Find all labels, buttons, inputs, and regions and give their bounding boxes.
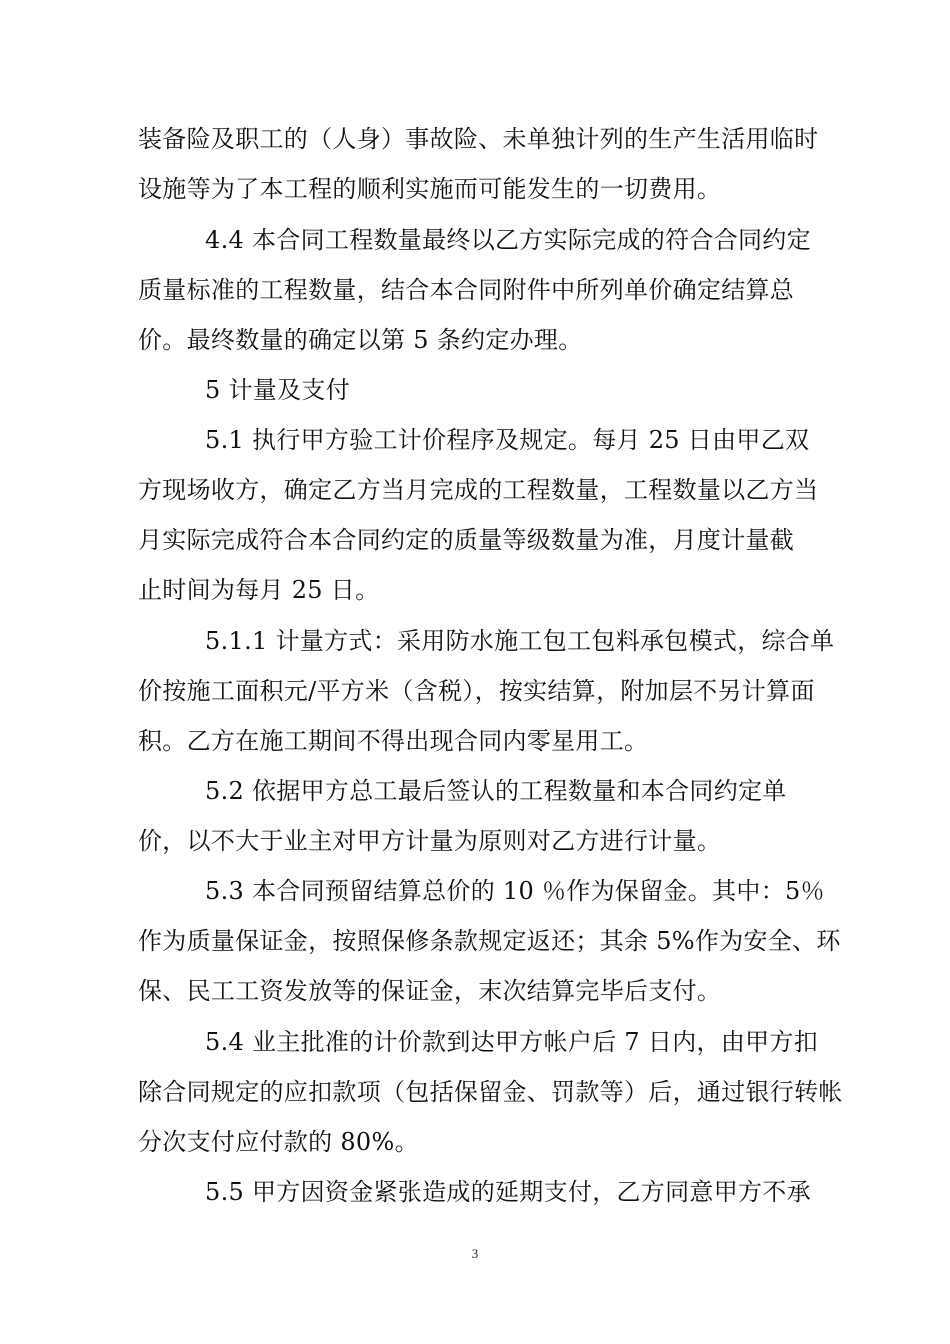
text-line: 5.5 甲方因资金紧张造成的延期支付，乙方同意甲方不承 (205, 1178, 811, 1206)
text-line: 价按施工面积元/平方米（含税），按实结算，附加层不另计算面 (138, 677, 815, 705)
text-line: 作为质量保证金，按照保修条款规定返还；其余 5%作为安全、环 (138, 927, 841, 955)
text-line: 积。乙方在施工期间不得出现合同内零星用工。 (138, 727, 649, 755)
text-line: 5.4 业主批准的计价款到达甲方帐户后 7 日内，由甲方扣 (205, 1028, 819, 1056)
text-line: 设施等为了本工程的顺利实施而可能发生的一切费用。 (138, 175, 722, 203)
text-line: 价。最终数量的确定以第 5 条约定办理。 (138, 326, 583, 354)
text-line: 5.2 依据甲方总工最后签认的工程数量和本合同约定单 (205, 777, 787, 805)
text-line: 5.3 本合同预留结算总价的 10 ％作为保留金。其中：5％ (205, 877, 825, 905)
text-line: 装备险及职工的（人身）事故险、未单独计列的生产生活用临时 (138, 125, 819, 153)
text-line: 价，以不大于业主对甲方计量为原则对乙方进行计量。 (138, 827, 722, 855)
text-line: 分次支付应付款的 80%。 (138, 1128, 419, 1156)
text-line: 5.1 执行甲方验工计价程序及规定。每月 25 日由甲乙双 (205, 426, 810, 454)
text-line: 保、民工工资发放等的保证金，末次结算完毕后支付。 (138, 977, 722, 1005)
text-line: 方现场收方，确定乙方当月完成的工程数量，工程数量以乙方当 (138, 476, 819, 504)
section-heading: 5 计量及支付 (205, 376, 350, 404)
text-line: 除合同规定的应扣款项（包括保留金、罚款等）后，通过银行转帐 (138, 1078, 843, 1106)
text-line: 质量标准的工程数量，结合本合同附件中所列单价确定结算总 (138, 276, 795, 304)
text-line: 4.4 本合同工程数量最终以乙方实际完成的符合合同约定 (205, 226, 811, 254)
text-line: 5.1.1 计量方式：采用防水施工包工包料承包模式，综合单 (205, 627, 835, 655)
text-line: 月实际完成符合本合同约定的质量等级数量为准，月度计量截 (138, 526, 795, 554)
text-line: 止时间为每月 25 日。 (138, 576, 380, 604)
page-number: 3 (471, 1246, 479, 1261)
